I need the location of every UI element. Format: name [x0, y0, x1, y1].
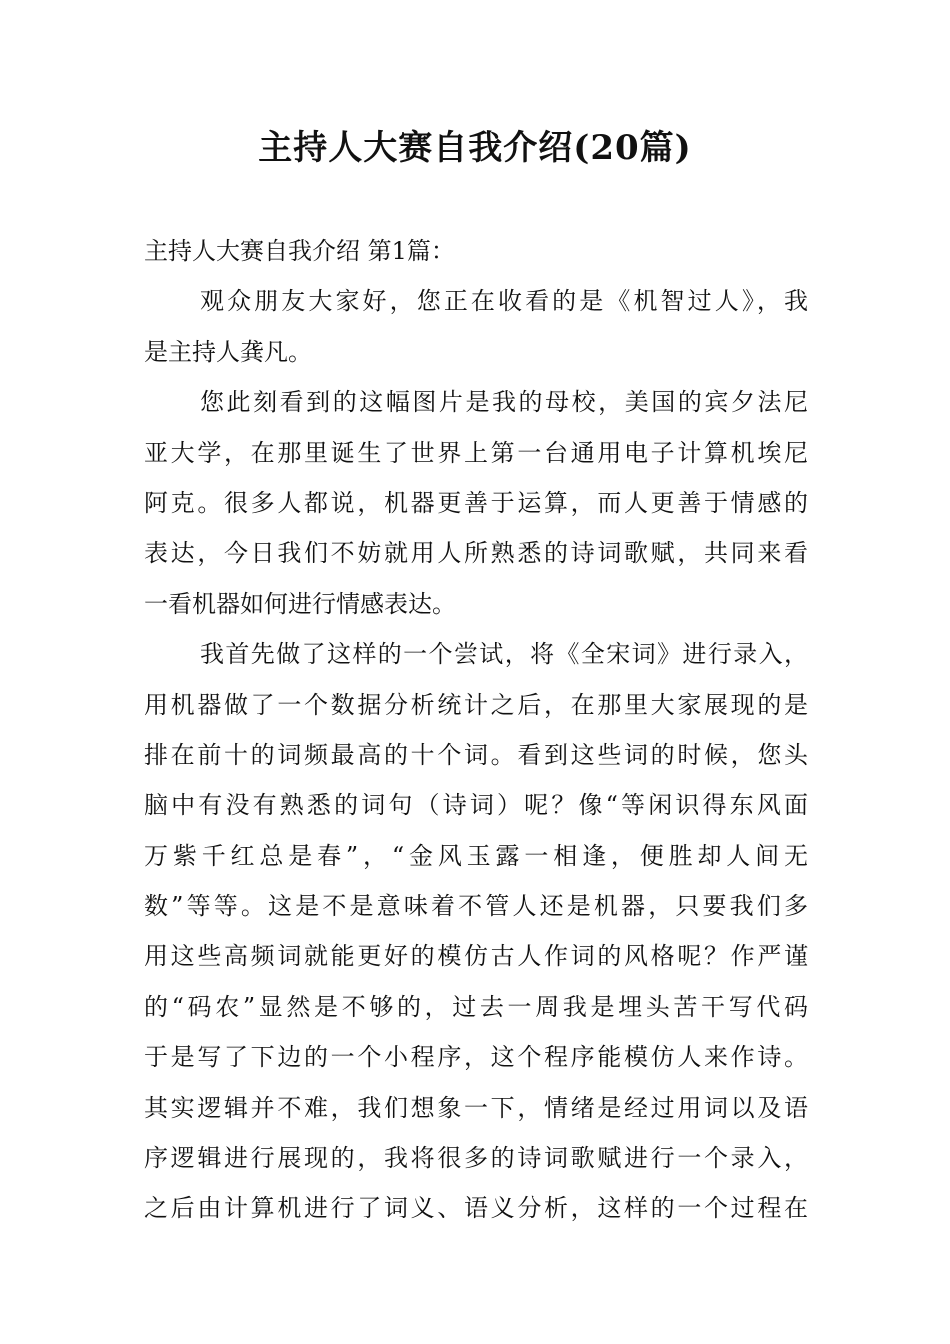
paragraph-line: 表达，今日我们不妨就用人所熟悉的诗词歌赋，共同来看 [144, 539, 808, 568]
paragraph-line: 排在前十的词频最高的十个词。看到这些词的时候，您头 [144, 740, 808, 769]
paragraph-line: 阿克。很多人都说，机器更善于运算，而人更善于情感的 [144, 488, 808, 517]
paragraph-line: 其实逻辑并不难，我们想象一下，情绪是经过用词以及语 [144, 1093, 808, 1122]
paragraph-2 [144, 377, 808, 629]
paragraph-line: 于是写了下边的一个小程序，这个程序能模仿人来作诗。 [144, 1043, 808, 1072]
paragraph-line: 序逻辑进行展现的，我将很多的诗词歌赋进行一个录入， [144, 1144, 808, 1173]
paragraph-3 [144, 629, 808, 1234]
paragraph-line: 亚大学，在那里诞生了世界上第一台通用电子计算机埃尼 [144, 438, 808, 467]
paragraph-line: 脑中有没有熟悉的词句（诗词）呢？像“等闲识得东风面 [144, 791, 808, 820]
section-heading: 主持人大赛自我介绍 第1篇： [144, 237, 455, 265]
paragraph-line: 的“码农”显然是不够的，过去一周我是埋头苦干写代码 [144, 992, 808, 1021]
paragraph-line: 一看机器如何进行情感表达。 [144, 589, 456, 618]
paragraph-line: 万紫千红总是春”，“金风玉露一相逢，便胜却人间无 [144, 841, 808, 870]
paragraph-line: 是主持人龚凡。 [144, 337, 312, 366]
paragraph-line: 您此刻看到的这幅图片是我的母校，美国的宾夕法尼 [200, 388, 808, 417]
document-body [144, 226, 808, 1234]
paragraph-line: 数”等等。这是不是意味着不管人还是机器，只要我们多 [144, 892, 808, 921]
paragraph-line: 我首先做了这样的一个尝试，将《全宋词》进行录入， [200, 640, 808, 669]
paragraph-1 [144, 276, 808, 377]
document-title: 主持人大赛自我介绍(20篇) [258, 128, 692, 168]
paragraph-line: 用机器做了一个数据分析统计之后，在那里大家展现的是 [144, 690, 808, 719]
paragraph-line: 用这些高频词就能更好的模仿古人作词的风格呢？作严谨 [144, 942, 808, 971]
paragraph-line: 之后由计算机进行了词义、语义分析，这样的一个过程在 [144, 1194, 808, 1223]
paragraph-line: 观众朋友大家好，您正在收看的是《机智过人》，我 [200, 287, 808, 316]
